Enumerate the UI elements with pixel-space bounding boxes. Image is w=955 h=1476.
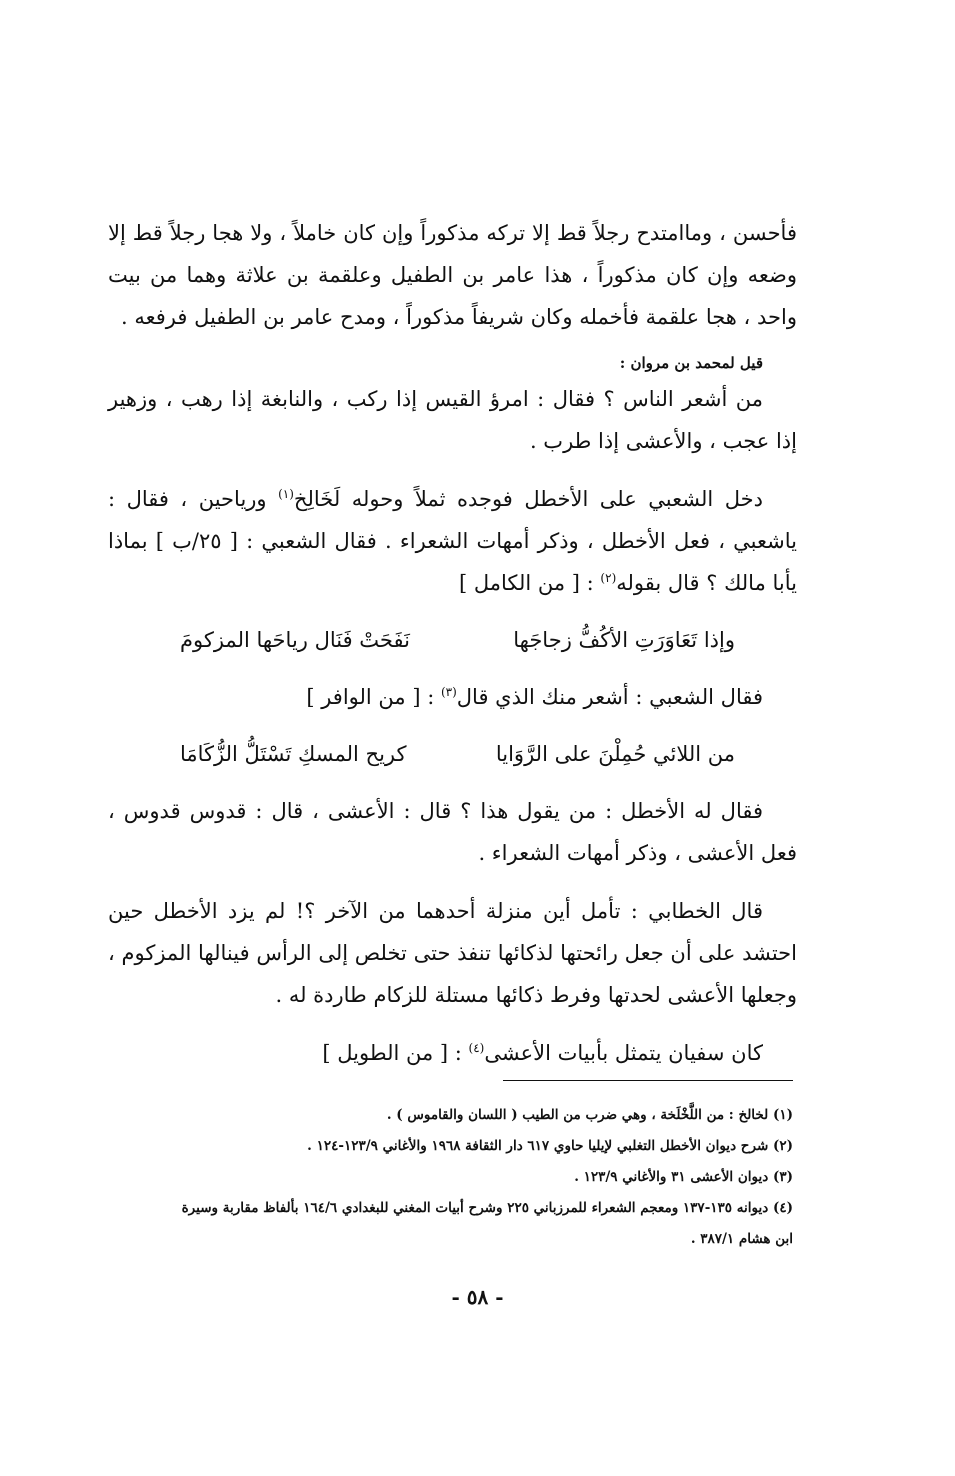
footnote-4: (٤) ديوانه ١٣٥-١٣٧ ومعجم الشعراء للمرزباني ٢٢٥ وشرح أبيات المغني للبغدادي ١٦٤/٦ بألفاظ مقاربة وسيرة: [181, 1200, 793, 1216]
verse-2: [180, 732, 735, 776]
verse-1-second-hemistich: نَفَحَتْ فَنَال رياحَها المزكومَ: [180, 628, 410, 652]
paragraph-3: [108, 478, 797, 604]
paragraph-7-part-a: كان سفيان يتمثل بأبيات الأعشى: [484, 1041, 763, 1065]
paragraph-4-part-b: : [ من الوافر ]: [306, 685, 441, 709]
verse-1-first-hemistich: وإذا تَعَاوَرَتِ الأكُفُّ زجاجَها: [513, 628, 735, 652]
footnotes: [108, 1100, 793, 1255]
paragraph-5: فقال له الأخطل : من يقول هذا ؟ قال : الأعشى ، قال : قدوس قدوس ، فعل الأعشى ، وذكر أمهات الشعراء .: [108, 799, 797, 865]
paragraph-2: من أشعر الناس ؟ فقال : امرؤ القيس إذا ركب ، والنابغة إذا رهب ، وزهير إذا عجب ، والأعشى إذا طرب .: [108, 387, 797, 453]
paragraph-3-part-b: ورياحين ، فقال : ياشعبي ، فعل الأخطل ، وذكر أمهات الشعراء . فقال الشعبي : [ ٢٥/ب ] بماذا يأبا مالك ؟ قال بقوله: [108, 487, 797, 595]
paragraph-7: [108, 1032, 763, 1074]
footnote-3: (٣) ديوان الأعشى ٣١ والأغاني ١٢٣/٩ .: [574, 1169, 793, 1185]
verse-2-second-hemistich: كريح المسكِ تَسْتَلُّ الزُّكَامَا: [180, 742, 407, 766]
paragraph-3-part-a: دخل الشعبي على الأخطل فوجده ثملاً وحوله لَخَالِخ: [293, 487, 764, 511]
paragraph-1: فأحسن ، وماامتدح رجلاً قط إلا تركه مذكوراً وإن كان خاملاً ، ولا هجا رجلاً قط إلا وضعه وإن كان مذكوراً ، هذا عامر بن الطفيل وعلقمة بن علاثة وهما من بيت واحد ، هجا علقمة فأخمله وكان شريفاً مذكوراً ، ومدح عامر بن الطفيل فرفعه .: [108, 221, 797, 329]
main-text: [108, 212, 797, 1074]
footnote-ref-2: (٢): [600, 571, 617, 585]
footnote-ref-1: (١): [278, 487, 294, 501]
footnote-ref-3: (٣): [440, 685, 457, 699]
paragraph-2-lead: قيل لمحمد بن مروان :: [619, 354, 763, 372]
verse-1: [180, 618, 735, 662]
footnote-1: (١) لخالخ : من اللَّخْلَخة ، وهي ضرب من الطيب ( اللسان والقاموس ) .: [386, 1107, 793, 1123]
paragraph-4: [108, 676, 763, 718]
footnote-4-continuation: ابن هشام ٣٨٧/١ .: [690, 1231, 793, 1247]
paragraph-4-part-a: فقال الشعبي : أشعر منك الذي قال: [456, 685, 763, 709]
footnote-ref-4: (٤): [468, 1041, 485, 1055]
paragraph-7-part-b: : [ من الطويل ]: [322, 1041, 469, 1065]
paragraph-6: قال الخطابي : تأمل أين منزلة أحدهما من الآخر ؟! لم يزد الأخطل حين احتشد على أن جعل رائحتها لذكائها تنفذ حتى تخلص إلى الرأس فينالها المزكوم ، وجعلها الأعشى لحدتها وفرط ذكائها مستلة للزكام طاردة له .: [108, 899, 797, 1007]
page-number: - ٥٨ -: [451, 1285, 504, 1309]
footnote-2: (٢) شرح ديوان الأخطل التغلبي لإيليا حاوي ٦١٧ دار الثقافة ١٩٦٨ والأغاني ١٢٣/٩-١٢٤ .: [307, 1138, 793, 1154]
paragraph-3-part-c: : [ من الكامل ]: [458, 571, 601, 595]
verse-2-first-hemistich: من اللائي حُمِلْنَ على الرَّوَايا: [495, 742, 735, 766]
footnote-separator: [503, 1080, 793, 1081]
